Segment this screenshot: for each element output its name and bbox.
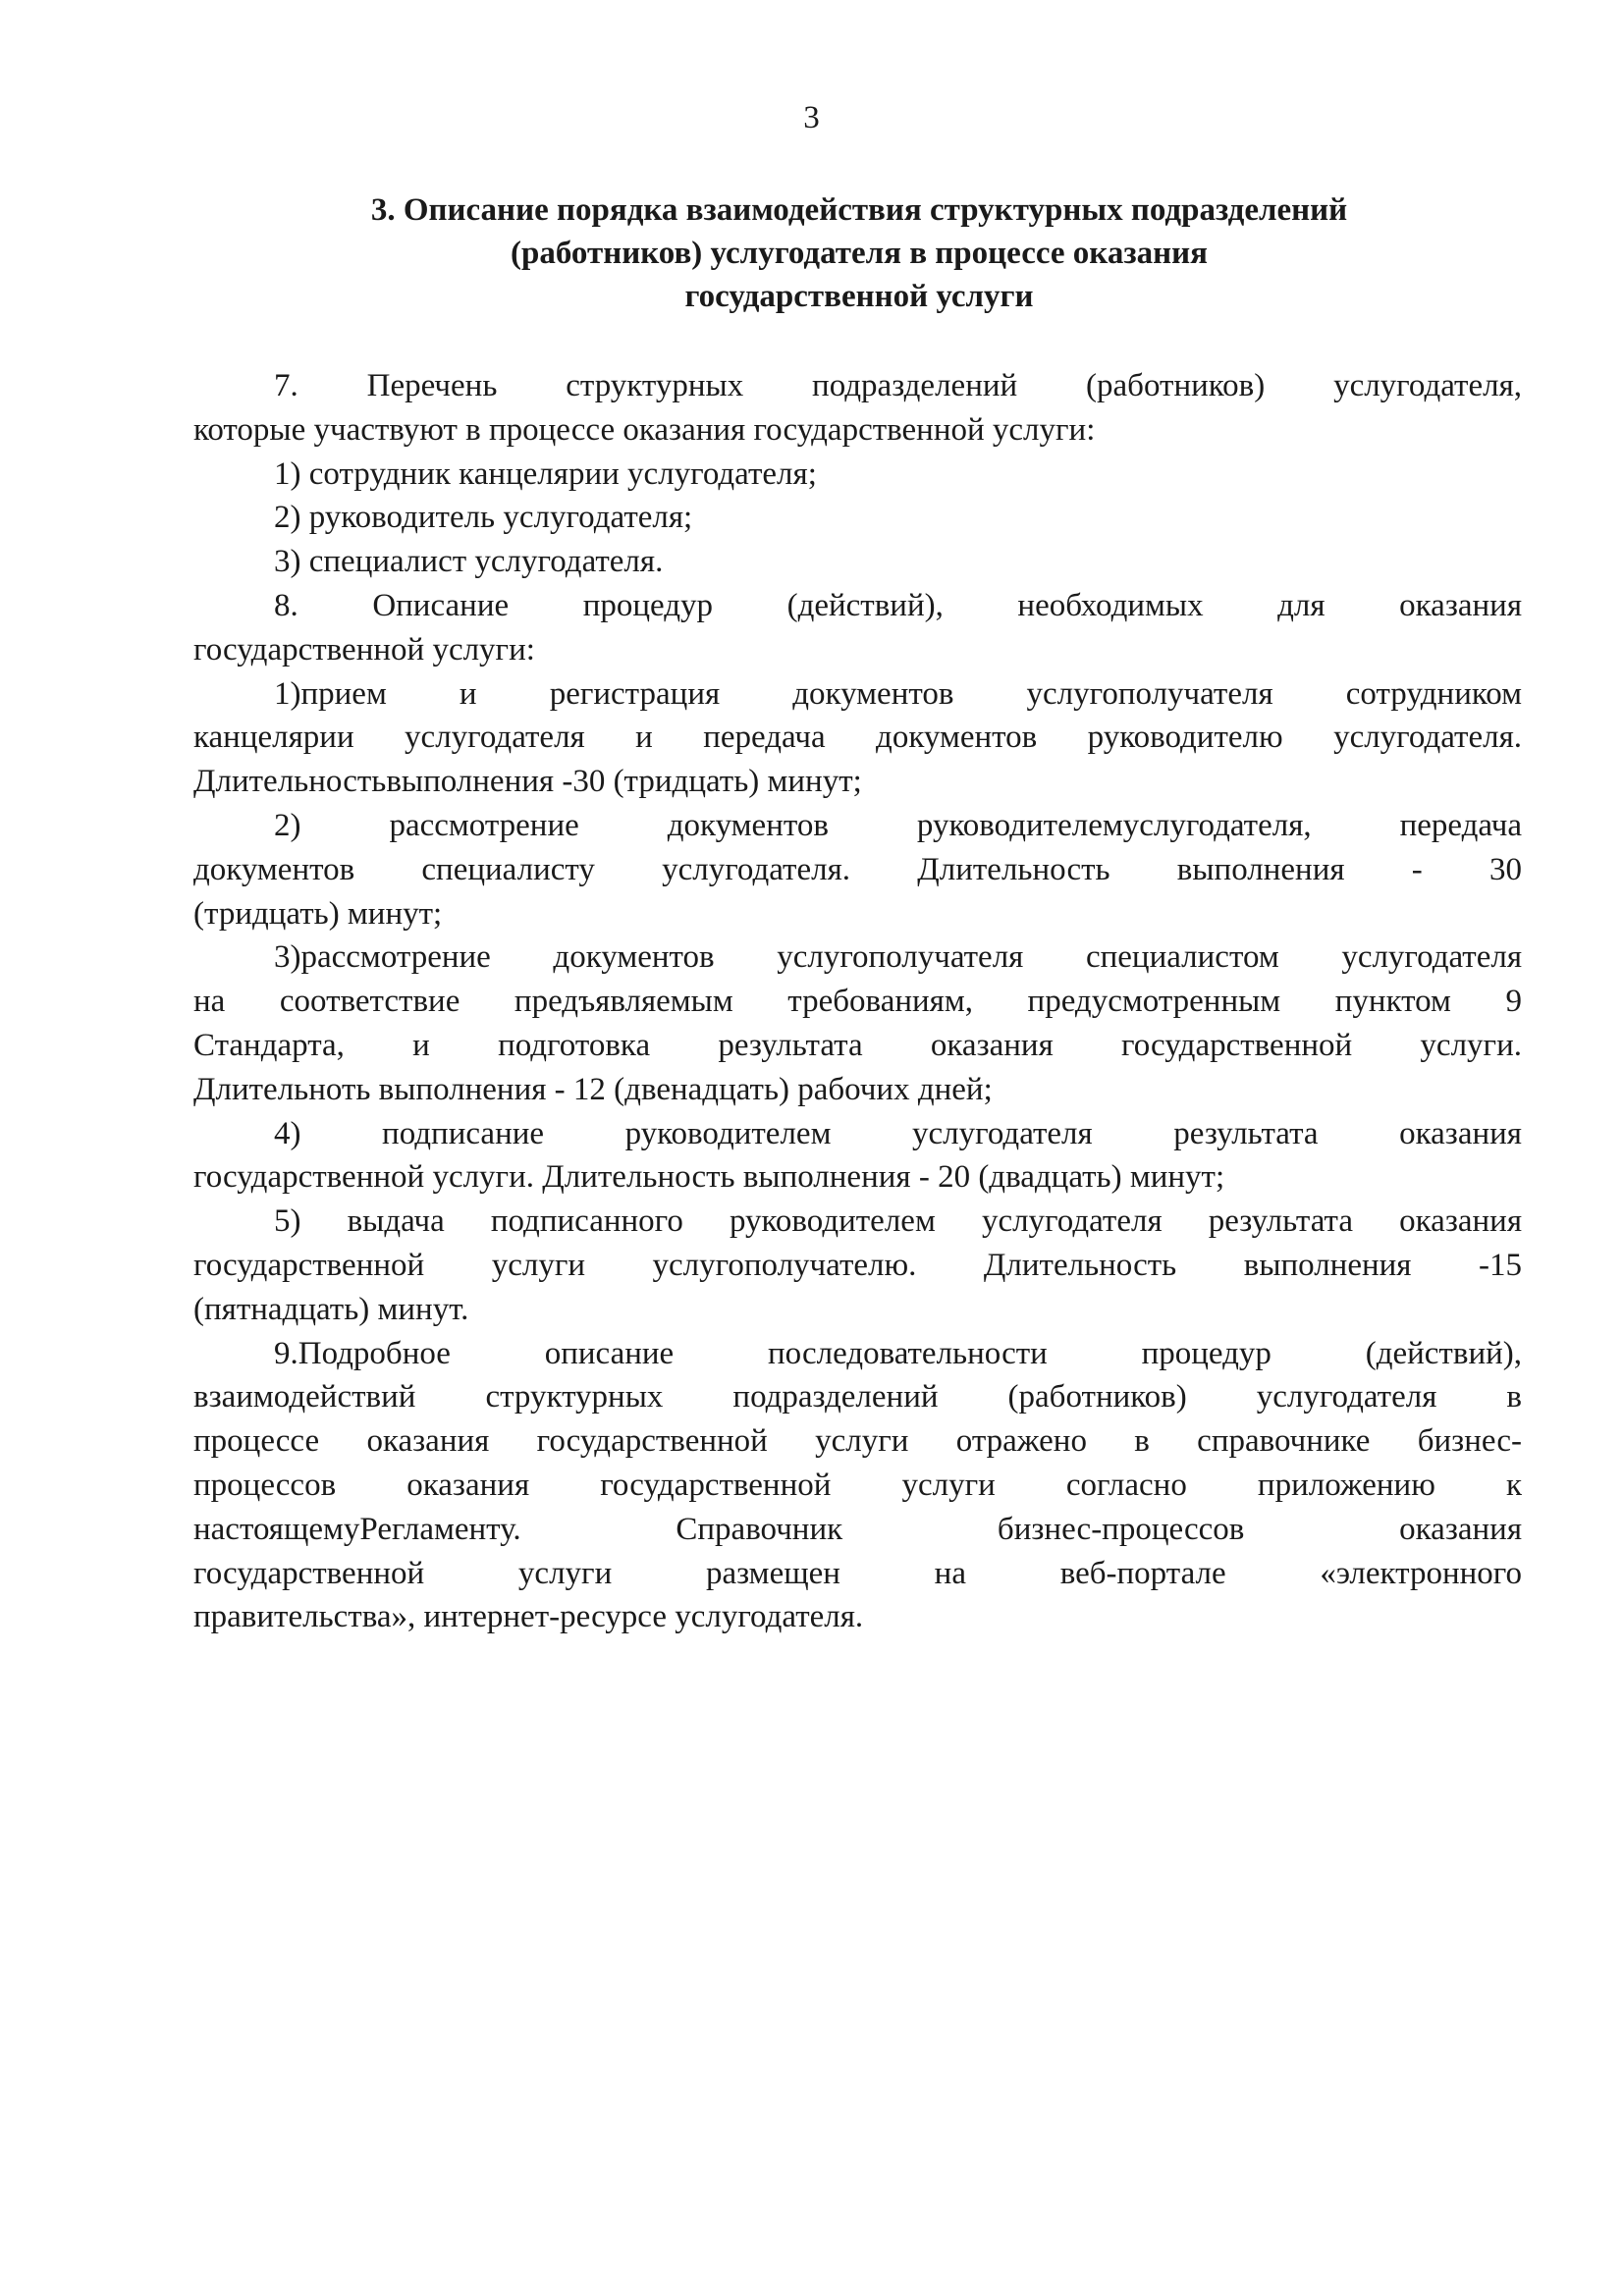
- procedure-1: [193, 672, 1522, 804]
- procedure-3: [193, 935, 1522, 1111]
- paragraph-7: [193, 364, 1522, 453]
- text-line: взаимодействий структурных подразделений (работников) услугодателя в: [193, 1379, 1522, 1415]
- text-line: Длительностьвыполнения -30 (тридцать) минут;: [193, 764, 862, 800]
- text-line: на соответствие предъявляемым требованиям, предусмотренным пунктом 9: [193, 984, 1522, 1020]
- heading-line: государственной услуги: [684, 279, 1034, 314]
- procedure-5: [193, 1200, 1522, 1331]
- text-line: 3)рассмотрение документов услугополучателя специалистом услугодателя: [274, 939, 1522, 976]
- section-heading: [226, 188, 1492, 318]
- procedure-2: [193, 804, 1522, 935]
- text-line: 2) руководитель услугодателя;: [274, 500, 693, 536]
- text-line: государственной услуги:: [193, 631, 535, 667]
- text-line: (тридцать) минут;: [193, 895, 443, 932]
- heading-line: 3. Описание порядка взаимодействия структурных подразделений: [370, 192, 1348, 228]
- text-line: Стандарта, и подготовка результата оказания государственной услуги.: [193, 1027, 1522, 1063]
- page-number: 3: [803, 100, 820, 135]
- list-item-2: [193, 496, 1522, 540]
- text-line: 3) специалист услугодателя.: [274, 544, 664, 580]
- text-line: государственной услуги услугополучателю. Длительность выполнения -15: [193, 1247, 1522, 1283]
- paragraph-9: [193, 1332, 1522, 1640]
- text-line: процессе оказания государственной услуги отражено в справочнике бизнес-: [193, 1423, 1522, 1460]
- list-item-3: [193, 540, 1522, 584]
- procedure-4: [193, 1112, 1522, 1201]
- text-line: 2) рассмотрение документов руководителемуслугодателя, передача: [274, 807, 1522, 843]
- text-line: 8. Описание процедур (действий), необходимых для оказания: [274, 587, 1522, 623]
- text-line: которые участвуют в процессе оказания государственной услуги:: [193, 411, 1096, 448]
- text-line: (пятнадцать) минут.: [193, 1291, 469, 1327]
- heading-line: (работников) услугодателя в процессе оказания: [511, 236, 1208, 271]
- text-line: правительства», интернет-ресурсе услугодателя.: [193, 1599, 864, 1635]
- text-line: канцелярии услугодателя и передача документов руководителю услугодателя.: [193, 720, 1522, 756]
- text-line: Длительноть выполнения - 12 (двенадцать) рабочих дней;: [193, 1071, 993, 1107]
- text-line: 4) подписание руководителем услугодателя результата оказания: [274, 1115, 1522, 1151]
- list-item-1: [193, 453, 1522, 497]
- text-line: процессов оказания государственной услуги согласно приложению к: [193, 1467, 1522, 1503]
- paragraph-8: [193, 584, 1522, 672]
- text-line: государственной услуги размещен на веб-портале «электронного: [193, 1555, 1522, 1591]
- text-line: документов специалисту услугодателя. Длительность выполнения - 30: [193, 851, 1522, 887]
- text-line: 1) сотрудник канцелярии услугодателя;: [274, 455, 817, 492]
- text-line: настоящемуРегламенту. Справочник бизнес-процессов оказания: [193, 1511, 1522, 1547]
- text-line: 7. Перечень структурных подразделений (работников) услугодателя,: [274, 368, 1522, 403]
- text-line: 1)прием и регистрация документов услугополучателя сотрудником: [274, 675, 1522, 712]
- text-line: 9.Подробное описание последовательности процедур (действий),: [274, 1335, 1522, 1371]
- document-body: [193, 364, 1522, 1639]
- text-line: государственной услуги. Длительность выполнения - 20 (двадцать) минут;: [193, 1159, 1225, 1196]
- text-line: 5) выдача подписанного руководителем услугодателя результата оказания: [274, 1203, 1522, 1240]
